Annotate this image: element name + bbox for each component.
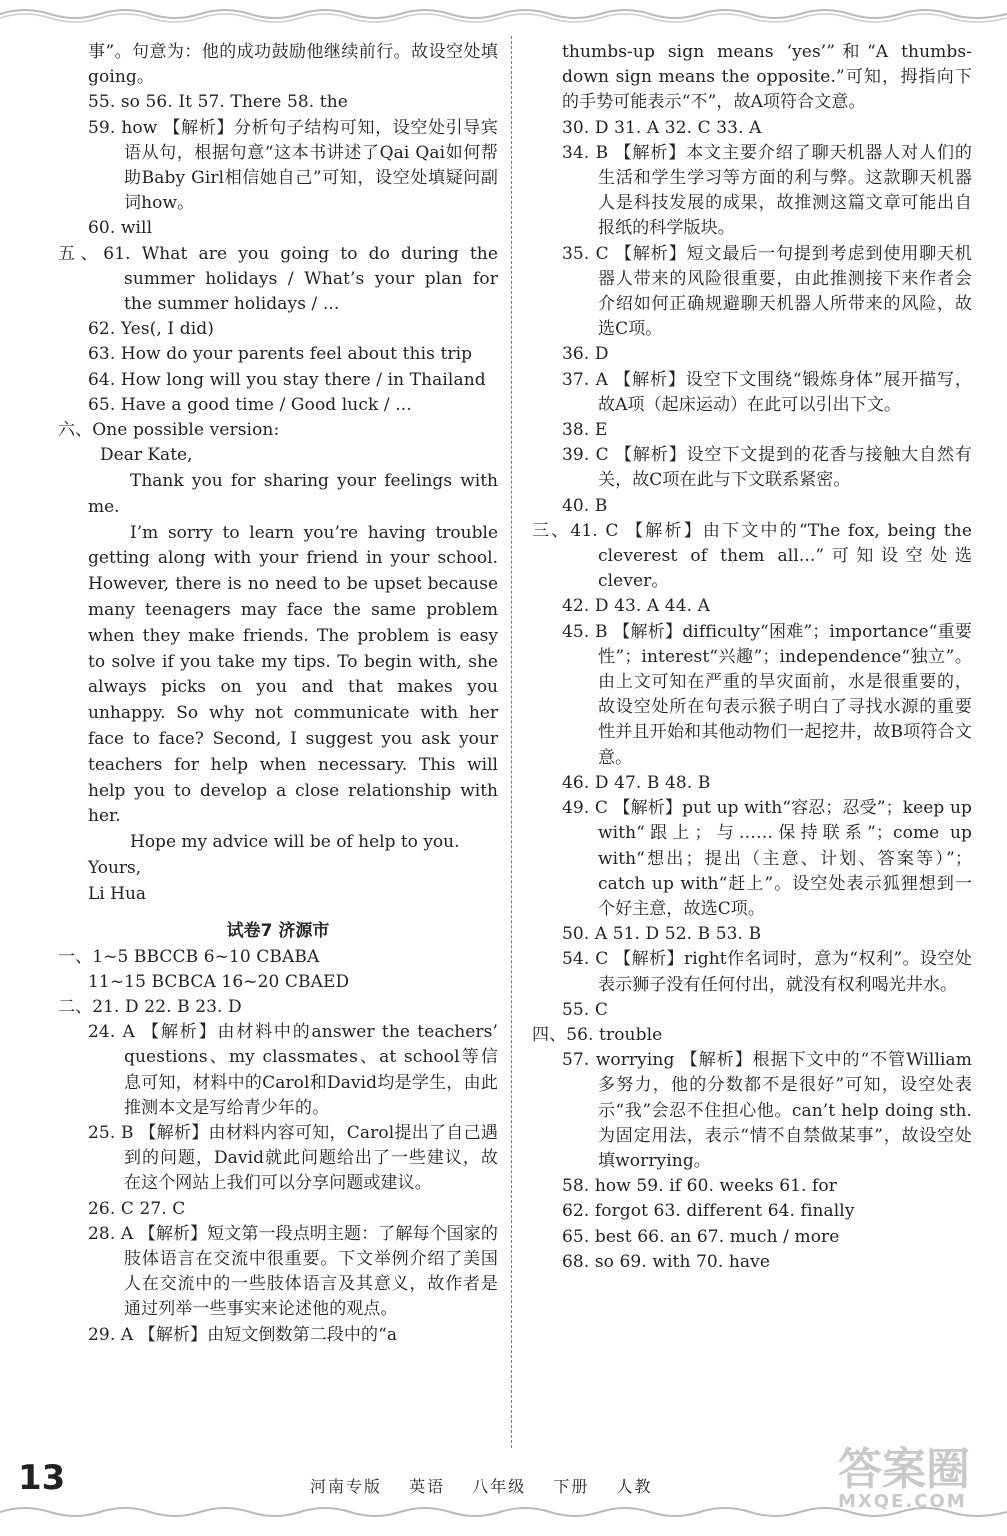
answer-list-2 (58, 945, 498, 1348)
answer-list-1 (58, 40, 498, 443)
letter-paragraph: Hope my advice will be of help to you. (130, 832, 460, 853)
answer-list-3 (532, 40, 972, 1275)
answer-item: 40. B (562, 495, 608, 516)
answer-item: 62. Yes(, I did) (88, 319, 214, 340)
answer-item: 30. D 31. A 32. C 33. A (562, 117, 762, 138)
right-column (532, 40, 972, 1275)
letter-closing: Yours, (88, 858, 142, 878)
answer-item: thumbs-up sign means ‘yes’”和“A thumbs-down sign means the opposite.”可知，拇指向下的手势可能表示“不”，故A项符合文意。 (562, 42, 972, 113)
answer-item: 62. forgot 63. different 64. finally (562, 1201, 855, 1222)
answer-item: 38. E (562, 420, 608, 441)
footer-edition: 河南专版 (310, 1477, 383, 1496)
sample-letter (58, 443, 498, 907)
answer-item: 39. C 【解析】设空下文提到的花香与接触大自然有关，故C项在此与下文联系紧密。 (562, 445, 972, 491)
column-divider (511, 36, 512, 1448)
section-answer-item: 二、21. D 22. B 23. D (58, 997, 242, 1017)
footer-grade: 八年级 (472, 1477, 527, 1496)
footer-subject: 英语 (409, 1477, 446, 1496)
letter-signature: Li Hua (88, 883, 147, 904)
letter-paragraph: I’m sorry to learn you’re having trouble getting along with your friend in your school. However, there is no need to be upset because many teenagers may face the same problem when they make friends. The problem is easy to solve if you take my tips. To begin with, she always picks on you and that makes you unhappy. So why not communicate with her face to face? Second, I suggest you ask your teachers for help when necessary. This will help you to develop a close relationship with her. (88, 522, 498, 827)
answer-item: 26. C 27. C (88, 1198, 186, 1219)
top-decorative-border (0, 4, 1007, 24)
watermark-text: 答案圈 (838, 1444, 970, 1495)
answer-item: 45. B 【解析】difficulty“困难”；importance“重要性”；interest“兴趣”；independence“独立”。由上文可知在严重的旱灾面前，水是很重要的，故设空处所在句表示猴子明白了寻找水源的重要性并且开始和其他动物们一起挖井，故B项符合文意。 (562, 621, 972, 768)
section-answer-item: 四、56. trouble (532, 1024, 663, 1045)
answer-item: 59. how 【解析】分析句子结构可知，设空处引导宾语从句，根据句意“这本书讲述了Qai Qai如何帮助Baby Girl相信她自己”可知，设空处填疑问副词how。 (88, 117, 498, 214)
answer-item: 54. C 【解析】right作名词时，意为“权利”。设空处表示狮子没有任何付出，就没有权利喝光井水。 (562, 949, 972, 995)
footer-volume: 下册 (553, 1477, 590, 1496)
bottom-decorative-border (0, 1502, 1007, 1522)
section-answer-item: 三、41. C 【解析】由下文中的“The fox, being the cleverest of them all...”可知设空处选clever。 (532, 520, 972, 592)
answer-item: 事”。句意为：他的成功鼓励他继续前行。故设空处填going。 (88, 42, 498, 88)
answer-item: 34. B 【解析】本文主要介绍了聊天机器人对人们的生活和学生学习等方面的利与弊。这款聊天机器人是科技发展的成果，故推测这篇文章可能出自报纸的科学版块。 (562, 142, 972, 239)
answer-item: 60. will (88, 218, 153, 239)
footer-info (310, 1474, 672, 1497)
answer-item: 55. C (562, 999, 608, 1020)
answer-item: 46. D 47. B 48. B (562, 772, 711, 793)
answer-item: 11~15 BCBCA 16~20 CBAED (88, 971, 350, 992)
answer-item: 29. A 【解析】由短文倒数第二段中的“a (88, 1324, 398, 1345)
answer-item: 57. worrying 【解析】根据下文中的“不管William多努力，他的分数都不是很好”可知，设空处表示“我”会忍不住担心他。can’t help doing sth.为固定用法，表示“情不自禁做某事”，故设空处填worrying。 (562, 1050, 972, 1171)
footer-publisher: 人教 (616, 1477, 653, 1496)
answer-item: 49. C 【解析】put up with“容忍；忍受”；keep up with“跟上；与……保持联系”；come up with“想出；提出（主意、计划、答案等）”；catch up with“赶上”。设空处表示狐狸想到一个好主意，故选C项。 (562, 798, 972, 919)
left-column (58, 40, 498, 1348)
answer-item: 28. A 【解析】短文第一段点明主题：了解每个国家的肢体语言在交流中很重要。下文举例介绍了美国人在交流中的一些肢体语言及其意义，故作者是通过列举一些事实来论述他的观点。 (88, 1223, 498, 1320)
section-answer-item: 一、1~5 BBCCB 6~10 CBABA (58, 946, 320, 967)
section-answer-item: 五、61. What are you going to do during the summer holidays / What’s your plan for the summer holidays / ... (58, 243, 498, 315)
answer-item: 64. How long will you stay there / in Thailand (88, 369, 486, 390)
letter-paragraph: Thank you for sharing your feelings with me. (88, 471, 498, 517)
answer-item: 65. best 66. an 67. much / more (562, 1226, 840, 1247)
answer-item: 36. D (562, 344, 609, 365)
answer-item: 65. Have a good time / Good luck / ... (88, 394, 412, 415)
answer-item: 42. D 43. A 44. A (562, 596, 711, 617)
answer-item: 24. A 【解析】由材料中的answer the teachers’ questions、my classmates、at school等信息可知，材料中的Carol和David均是学生，由此推测本文是写给青少年的。 (88, 1022, 498, 1118)
answer-item: 25. B 【解析】由材料内容可知，Carol提出了自己遇到的问题，David就此问题给出了一些建议，故在这个网站上我们可以分享问题或建议。 (88, 1123, 498, 1194)
answer-item: 50. A 51. D 52. B 53. B (562, 924, 762, 945)
test-title: 试卷7 济源市 (226, 920, 330, 941)
answer-item: 37. A 【解析】设空下文围绕“锻炼身体”展开描写，故A项（起床运动）在此可以引出下文。 (562, 369, 972, 415)
letter-greeting: Dear Kate, (100, 445, 193, 466)
page-number: 13 (18, 1458, 66, 1498)
answer-item: 63. How do your parents feel about this trip (88, 344, 473, 365)
watermark-url: MXQE.COM (838, 1491, 967, 1512)
section-answer-item: 六、One possible version: (58, 420, 280, 441)
answer-item: 68. so 69. with 70. have (562, 1251, 771, 1272)
answer-item: 55. so 56. It 57. There 58. the (88, 92, 348, 113)
answer-item: 58. how 59. if 60. weeks 61. for (562, 1176, 837, 1197)
answer-item: 35. C 【解析】短文最后一句提到考虑到使用聊天机器人带来的风险很重要，由此推测接下来作者会介绍如何正确规避聊天机器人所带来的风险，故选C项。 (562, 243, 972, 340)
